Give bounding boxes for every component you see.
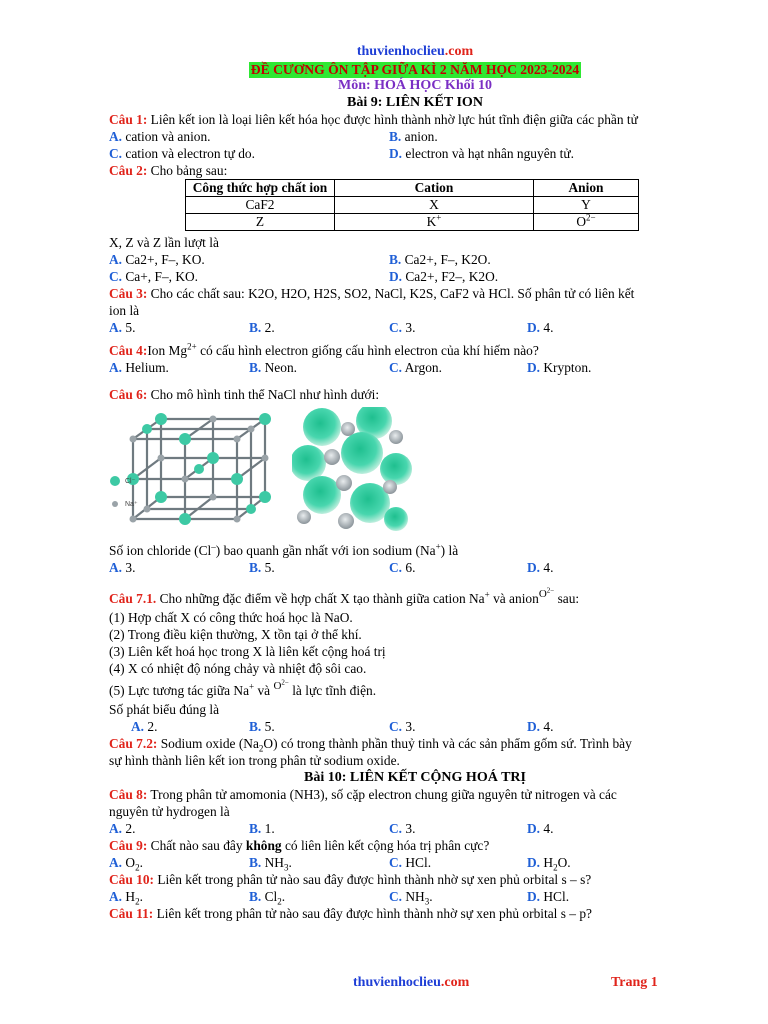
doc-title: ĐỀ CƯƠNG ÔN TẬP GIỮA KÌ 2 NĂM HỌC 2023-2024 — [250, 62, 580, 77]
question-text: Câu 2: Cho bảng sau: — [109, 163, 228, 178]
option-b: B. Neon. — [249, 360, 297, 375]
options-row — [109, 359, 721, 376]
question-text: Câu 10: Liên kết trong phân tử nào sau đây được hình thành nhờ sự xen phủ orbital s – s? — [109, 872, 592, 887]
options-row — [109, 718, 721, 735]
option-a: A. 3. — [109, 560, 136, 575]
statement-item: (5) Lực tương tác giữa Na+ và $^{O^{2-}}$ là lực tĩnh điện. — [109, 678, 377, 698]
question-text: Câu 8: Trong phân tử amomonia (NH3), số cặp electron chung giữa nguyên tử nitrogen và các — [109, 787, 617, 802]
options-row — [109, 559, 721, 576]
site-link[interactable]: thuvienhoclieu.com — [356, 44, 474, 59]
question-text: ion là — [109, 303, 140, 318]
question-1 — [109, 111, 721, 162]
question-text: Câu 4:Ion $Mg^{2+}$ có cấu hình electron giống cấu hình electron của khí hiếm nào? — [109, 341, 539, 358]
option-c: C. Argon. — [389, 360, 442, 375]
question-text: nguyên tử hydrogen là — [109, 804, 230, 819]
option-d: D. Ca2+, F2–, K2O. — [389, 269, 499, 284]
nacl-space-filling-image — [292, 407, 412, 532]
page-number: Trang 1 — [611, 975, 658, 990]
option-c: C. $NH_3$. — [389, 889, 433, 907]
table-cell: X — [335, 197, 534, 214]
question-11 — [109, 905, 721, 922]
options-row — [109, 854, 721, 871]
question-6 — [109, 386, 721, 576]
table-cell: Y — [534, 197, 639, 214]
option-d: D. 4. — [527, 320, 554, 335]
option-c: C. 3. — [389, 320, 416, 335]
option-d: D. 4. — [527, 560, 554, 575]
options-row — [109, 251, 721, 268]
option-b: B. 1. — [249, 821, 275, 836]
question-text: Câu 11: Liên kết trong phân tử nào sau đây được hình thành nhờ sự xen phủ orbital s – p? — [109, 906, 592, 921]
question-text: Số ion chloride (Cl–) bao quanh gần nhất với ion sodium (Na+) là — [109, 541, 459, 558]
table-cell: Z — [186, 214, 335, 231]
option-a: A. 2. — [109, 821, 136, 836]
question-8 — [109, 786, 721, 837]
option-d: D. HCl. — [527, 889, 570, 904]
option-a: A. Ca2+, F–, KO. — [109, 252, 205, 267]
table-cell: $O^{2-}$ — [534, 214, 639, 231]
question-text: Câu 1: Liên kết ion là loại liên kết hóa học được hình thành nhờ lực hút tĩnh điện giữa các phần tử — [109, 112, 638, 127]
table-row — [186, 197, 639, 214]
option-b: B. 5. — [249, 719, 275, 734]
question-text: Câu 6: Cho mô hình tinh thể NaCl như hình dưới: — [109, 387, 380, 402]
option-a: A. 5. — [109, 320, 136, 335]
doc-title-wrap — [109, 61, 721, 78]
ion-table — [185, 179, 639, 231]
option-c: C. cation và electron tự do. — [109, 146, 255, 161]
options-row — [109, 820, 721, 837]
option-d: D. $H_2O$. — [527, 855, 571, 873]
table-cell: CaF2 — [186, 197, 335, 214]
question-4 — [109, 342, 721, 376]
question-10 — [109, 871, 721, 905]
options-row — [109, 128, 721, 145]
statement-item: (1) Hợp chất X có công thức hoá học là NaO. — [109, 610, 353, 625]
question-text: Câu 3: Cho các chất sau: K2O, H2O, H2S, SO2, NaCl, K2S, CaF2 và HCl. Số phân tử có liên kết — [109, 286, 635, 301]
document-page — [109, 42, 721, 922]
table-cell: K+ — [335, 214, 534, 231]
option-a: A. $O_2$. — [109, 855, 143, 873]
question-text: Câu 7.2: Sodium oxide $(Na_2O)$ có trong thành phần thuỷ tinh và các sản phẩm gốm sứ. Trình bày — [109, 736, 632, 754]
option-c: C. HCl. — [389, 855, 432, 870]
table-header: Cation — [335, 180, 534, 197]
page-footer — [0, 974, 768, 994]
option-d: D. electron và hạt nhân nguyên tử. — [389, 146, 575, 161]
question-text: Câu 9: Chất nào sau đây không có liên liên kết cộng hóa trị phân cực? — [109, 838, 490, 853]
option-b: B. $Cl_2$. — [249, 889, 286, 907]
option-b: B. Ca2+, F–, K2O. — [389, 252, 491, 267]
lesson-9-heading: Bài 9: LIÊN KẾT ION — [347, 95, 483, 110]
table-row — [186, 214, 639, 231]
options-row — [109, 888, 721, 905]
option-c: C. 3. — [389, 821, 416, 836]
option-a: A. Helium. — [109, 360, 169, 375]
option-c: C. 3. — [389, 719, 416, 734]
footer-site-link[interactable]: thuvienhoclieu.com — [353, 975, 470, 990]
option-d: D. 4. — [527, 719, 554, 734]
question-text: X, Z và Z lần lượt là — [109, 235, 219, 250]
question-text: sự hình thành liên kết ion trong phân tử sodium oxide. — [109, 753, 400, 768]
site-header — [109, 42, 721, 60]
statement-item: (2) Trong điều kiện thường, X tồn tại ở thể khí. — [109, 627, 362, 642]
option-b: B. anion. — [389, 129, 438, 144]
option-a: A. cation và anion. — [109, 129, 211, 144]
question-3 — [109, 285, 721, 336]
statement-item: (4) X có nhiệt độ nóng chảy và nhiệt độ sôi cao. — [109, 661, 367, 676]
subject-line: Môn: HOÁ HỌC Khối 10 — [337, 78, 492, 93]
option-b: B. $NH_3$. — [249, 855, 292, 873]
option-d: D. 4. — [527, 821, 554, 836]
table-header: Anion — [534, 180, 639, 197]
option-a: A. 2. — [131, 719, 158, 734]
options-row — [109, 319, 721, 336]
question-text: Câu 7.1. Cho những đặc điểm về hợp chất X tạo thành giữa cation Na+ và anion$^{O^{2-}}$ sau: — [109, 586, 580, 606]
option-a: A. $H_2$. — [109, 889, 143, 907]
table-header: Công thức hợp chất ion — [186, 180, 335, 197]
options-row — [109, 145, 721, 162]
statement-item: (3) Liên kết hoá học trong X là liên kết cộng hoá trị — [109, 644, 386, 659]
question-text: Số phát biểu đúng là — [109, 702, 220, 717]
nacl-figures — [109, 407, 721, 542]
option-b: B. 5. — [249, 560, 275, 575]
question-9 — [109, 837, 721, 871]
option-d: D. Krypton. — [527, 360, 592, 375]
question-2 — [109, 162, 721, 285]
options-row — [109, 268, 721, 285]
legend-cl-label: Cl⁻ — [125, 478, 136, 485]
table-cell — [186, 180, 639, 197]
question-7-1 — [109, 586, 721, 735]
option-b: B. 2. — [249, 320, 275, 335]
legend-na-label: Na⁺ — [125, 501, 138, 508]
option-c: C. 6. — [389, 560, 416, 575]
option-c: C. Ca+, F–, KO. — [109, 269, 199, 284]
question-7-2 — [109, 735, 721, 769]
lesson-10-heading: Bài 10: LIÊN KẾT CỘNG HOÁ TRỊ — [304, 770, 526, 785]
